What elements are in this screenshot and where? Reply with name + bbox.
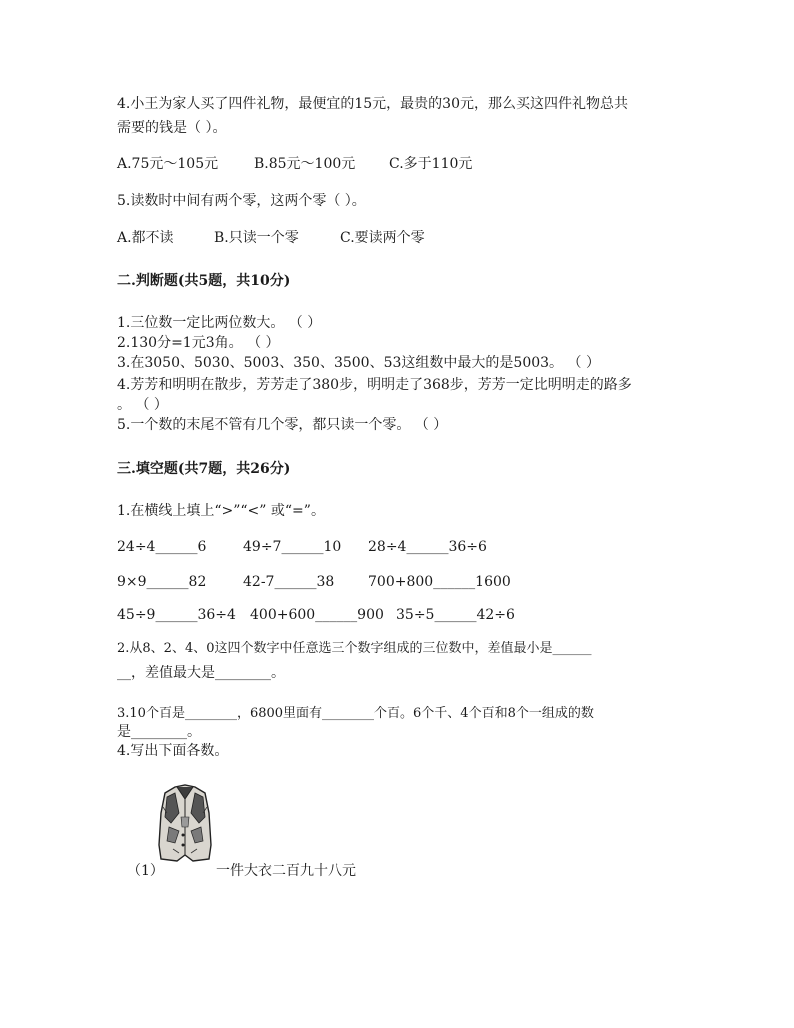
q4-option-c: C.多于110元: [389, 156, 473, 172]
q5-option-a: A.都不读: [117, 230, 174, 246]
compare-cell: 700+800______1600: [368, 574, 511, 590]
judge-item-5: 5.一个数的末尾不管有几个零，都只读一个零。 （ ）: [117, 417, 448, 433]
fill-q1-stem: 1.在横线上填上“>”“<” 或“=”。: [117, 503, 325, 519]
compare-cell: 49÷7______10: [243, 539, 342, 555]
coat-illustration: [157, 783, 213, 863]
judge-item-3: 3.在3050、5030、5003、350、3500、53这组数中最大的是5003。 （ ）: [117, 355, 600, 371]
compare-cell: 35÷5______42÷6: [396, 607, 515, 623]
q5-option-c: C.要读两个零: [340, 230, 425, 246]
coat-icon: [157, 783, 213, 863]
q5-option-b: B.只读一个零: [214, 230, 299, 246]
section3-title: 三.填空题(共7题，共26分): [117, 461, 291, 477]
q4-choice-line1: 4.小王为家人买了四件礼物，最便宜的15元，最贵的30元，那么买这四件礼物总共: [117, 96, 628, 112]
q4-option-a: A.75元～105元: [117, 156, 219, 172]
fill-q4-stem: 4.写出下面各数。: [117, 743, 229, 759]
fill-q2-line1: 2.从8、2、4、0这四个数字中任意选三个数字组成的三位数中，差值最小是______: [117, 641, 592, 656]
fill-q3-line1: 3.10个百是________，6800里面有________个百。6个千、4个百和8个一组成的数: [117, 706, 594, 721]
q4-option-b: B.85元～100元: [254, 156, 356, 172]
compare-cell: 24÷4______6: [117, 539, 207, 555]
compare-cell: 9×9______82: [117, 574, 207, 590]
q5-choice-stem: 5.读数时中间有两个零，这两个零（ ）。: [117, 193, 366, 209]
compare-cell: 42-7______38: [243, 574, 335, 590]
judge-item-4-line2: 。 （ ）: [117, 397, 168, 413]
compare-cell: 45÷9______36÷4: [117, 607, 236, 623]
fill-q2-line2: __，差值最大是________。: [117, 665, 285, 681]
compare-cell: 28÷4______36÷6: [368, 539, 487, 555]
compare-cell: 400+600______900: [250, 607, 384, 623]
fill-q4-item-number: （1）: [127, 863, 164, 879]
fill-q4-item-text: 一件大衣二百九十八元: [216, 863, 356, 879]
judge-item-1: 1.三位数一定比两位数大。 （ ）: [117, 315, 322, 331]
fill-q3-line2: 是________。: [117, 724, 201, 740]
judge-item-2: 2.130分=1元3角。 （ ）: [117, 335, 280, 351]
judge-item-4-line1: 4.芳芳和明明在散步，芳芳走了380步，明明走了368步，芳芳一定比明明走的路多: [117, 377, 632, 393]
q4-choice-line2: 需要的钱是（ ）。: [117, 120, 227, 136]
section2-title: 二.判断题(共5题，共10分): [117, 273, 291, 289]
